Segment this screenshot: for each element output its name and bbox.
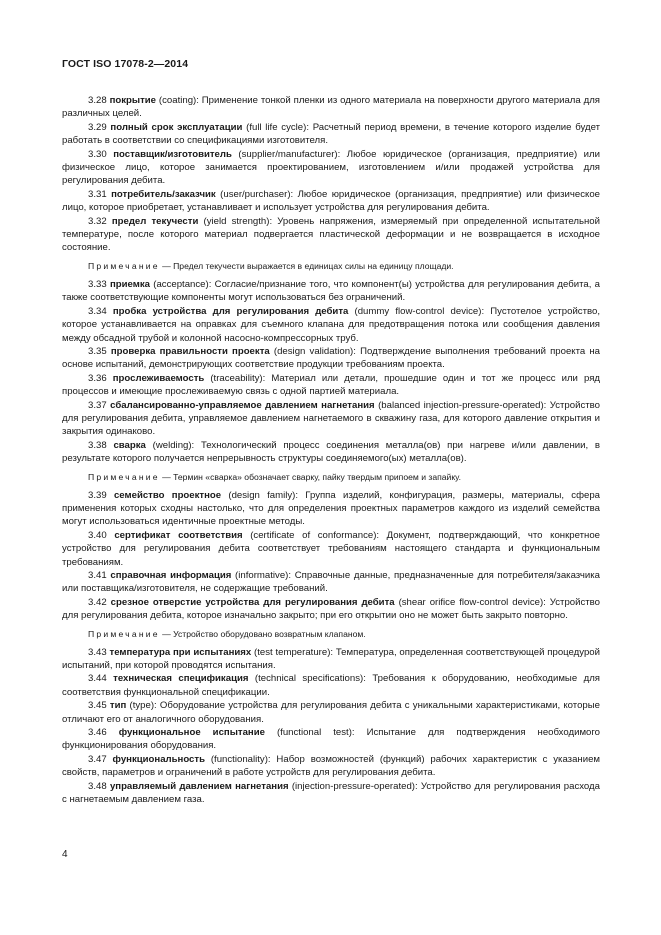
- note-label: Примечание: [88, 260, 160, 271]
- entry-term: техническая спецификация: [113, 673, 249, 685]
- entry-term: сертификат соответствия: [114, 529, 243, 541]
- entry-term: приемка: [109, 278, 150, 290]
- entry-text: (coating): Применение тонкой пленки из одного материала на поверхности другого материала для различных целей.: [62, 95, 600, 120]
- entry-term: прослеживаемость: [112, 372, 205, 384]
- entry-text: (design validation): Подтверждение выполнения требований проекта на основе испытаний, демонстрирующих соответствие продукции требованиям проекта.: [62, 345, 601, 371]
- entry-text: (traceability): Материал или детали, прошедшие один и тот же процесс или ряд процессов и имеющие прослеживаемую связь с одной партией материала.: [62, 372, 600, 398]
- entry-term: справочная информация: [110, 570, 232, 581]
- entry-number: 3.37: [88, 399, 107, 411]
- entry-text: (informative): Справочные данные, предназначенные для потребителя/заказчика или поставщика/изготовителя, не содержащие требований.: [62, 570, 600, 595]
- definition-entry: [62, 726, 600, 753]
- entry-term: покрытие: [109, 95, 157, 106]
- entry-number: 3.46: [88, 727, 107, 739]
- document-body: [62, 94, 600, 807]
- entry-number: 3.29: [88, 121, 107, 133]
- entry-text: (technical specifications): Требования к оборудованию, необходимые для соответствия функциональной спецификации.: [62, 673, 600, 698]
- note-dash: —: [159, 471, 174, 482]
- definition-entry: [62, 780, 600, 807]
- entry-text: (design family): Группа изделий, конфигурация, размеры, материалы, сфера применения которых сходны настолько, что для определения проектных параметров каждого из изделий семейства могут использоваться идентичные проектные методы.: [62, 489, 600, 528]
- entry-term: потребитель/заказчик: [111, 188, 216, 200]
- definition-entry: [62, 569, 600, 596]
- entry-term: предел текучести: [111, 215, 199, 227]
- entry-number: 3.30: [88, 148, 107, 160]
- definition-entry: [62, 372, 600, 399]
- entry-text: (test temperature): Температура, определенная соответствующей процедурой испытаний, при которой проводятся испытания.: [62, 646, 600, 672]
- entry-term: тип: [109, 700, 127, 712]
- definition-entry: [62, 345, 600, 372]
- note: [62, 260, 600, 272]
- note-text: Предел текучести выражается в единицах силы на единицу площади.: [173, 260, 454, 271]
- entry-term: управляемый давлением нагнетания: [109, 780, 289, 792]
- entry-text: (functionality): Набор возможностей (функций) рабочих характеристик с указанием свойств, параметров и ограничений в работе устройств для регулирования дебита.: [62, 753, 600, 779]
- entry-text: (supplier/manufacturer): Любое юридическое (организация, предприятие) или физическое лицо, которое занимается проектированием, изготовлением и/или продажей устройства для регулирования дебита.: [62, 148, 600, 187]
- definition-entry: [62, 646, 600, 673]
- definition-entry: [62, 305, 600, 345]
- note: [62, 628, 600, 640]
- document-header: ГОСТ ISO 17078-2—2014: [62, 58, 189, 70]
- entry-number: 3.32: [88, 215, 107, 227]
- entry-term: семейство проектное: [113, 489, 222, 501]
- entry-number: 3.42: [88, 596, 107, 608]
- entry-number: 3.36: [88, 372, 107, 384]
- entry-number: 3.39: [88, 489, 107, 501]
- entry-number: 3.41: [88, 570, 107, 581]
- entry-number: 3.31: [88, 188, 107, 200]
- definition-entry: [62, 596, 600, 623]
- entry-term: сварка: [113, 439, 146, 451]
- entry-number: 3.34: [88, 305, 107, 317]
- entry-text: (full life cycle): Расчетный период времени, в течение которого изделие будет работать в соответствии со спецификациями изготовителя.: [62, 121, 600, 147]
- entry-text: (certificate of conformance): Документ, подтверждающий, что конкретное устройство для регулирования дебита соответствует требованиям настоящего стандарта и функциональным требованиям.: [62, 529, 601, 568]
- note-text: Термин «сварка» обозначает сварку, пайку твердым припоем и запайку.: [173, 471, 462, 482]
- definition-entry: [62, 489, 600, 529]
- entry-text: (functional test): Испытание для подтверждения необходимого функционирования оборудования.: [62, 727, 601, 752]
- definition-entry: [62, 188, 600, 215]
- note-text: Устройство оборудовано возвратным клапаном.: [173, 628, 366, 639]
- entry-term: пробка устройства для регулирования дебита: [112, 305, 349, 317]
- definition-entry: [62, 439, 600, 466]
- entry-text: (welding): Технологический процесс соединения металла(ов) при нагреве и/или давлении, в результате которого получается непрерывность структуры соединяемого(ых) металла(ов).: [62, 439, 600, 465]
- entry-text: (yield strength): Уровень напряжения, измеряемый при определенной испытательной температуре, после которого материал подвергается пластической деформации и не возвращается в исходное состояние.: [62, 215, 600, 254]
- entry-number: 3.40: [88, 529, 107, 541]
- note-label: Примечание: [88, 471, 160, 482]
- definition-entry: [62, 215, 600, 255]
- note: [62, 471, 600, 483]
- entry-text: (dummy flow-control device): Пустотелое устройство, которое устанавливается на оправках для съемного клапана для предотвращения потока или сообщения давления между обсадной трубой и колонной насосно-компрессорных труб.: [62, 305, 600, 344]
- entry-number: 3.38: [88, 439, 107, 451]
- entry-number: 3.48: [88, 780, 107, 792]
- note-label: Примечание: [88, 628, 160, 639]
- definition-entry: [62, 278, 600, 305]
- entry-number: 3.35: [88, 345, 107, 357]
- entry-text: (balanced injection-pressure-operated): Устройство для регулирования дебита, управляемое давлением нагнетаемого в скважину газа, для которого давление открытия и закрытия одинаково.: [62, 399, 600, 438]
- entry-number: 3.47: [88, 753, 107, 765]
- note-dash: —: [159, 628, 174, 639]
- entry-number: 3.28: [88, 95, 107, 106]
- entry-term: полный срок эксплуатации: [110, 121, 243, 133]
- entry-term: функциональность: [112, 753, 205, 765]
- entry-number: 3.45: [88, 700, 107, 712]
- entry-text: (injection-pressure-operated): Устройство для регулирования расхода с нагнетаемым давлением газа.: [62, 780, 600, 806]
- entry-term: функциональное испытание: [118, 727, 265, 739]
- definition-entry: [62, 94, 600, 121]
- definition-entry: [62, 699, 600, 726]
- entry-term: проверка правильности проекта: [110, 345, 270, 357]
- definition-entry: [62, 753, 600, 780]
- definition-entry: [62, 399, 600, 439]
- entry-term: поставщик/изготовитель: [113, 148, 232, 160]
- entry-text: (acceptance): Согласие/признание того, что компонент(ы) устройства для регулирования дебита, а также соответствующие компоненты могут использоваться без ограничений.: [62, 278, 600, 304]
- note-dash: —: [159, 260, 174, 271]
- entry-number: 3.33: [88, 278, 107, 290]
- definition-entry: [62, 121, 600, 148]
- entry-term: сбалансированно-управляемое давлением нагнетания: [110, 399, 375, 411]
- definition-entry: [62, 529, 600, 569]
- definition-entry: [62, 148, 600, 188]
- page-number: 4: [62, 849, 68, 860]
- entry-text: (user/purchaser): Любое юридическое (организация, предприятие) или физическое лицо, которое приобретает, устанавливает и использует устройства для регулирования дебита.: [62, 188, 601, 214]
- entry-number: 3.44: [88, 673, 107, 685]
- entry-term: срезное отверстие устройства для регулирования дебита: [110, 596, 395, 608]
- entry-number: 3.43: [88, 646, 107, 658]
- entry-text: (type): Оборудование устройства для регулирования дебита с уникальными характеристиками, которые отличают его от аналогичного оборудования.: [62, 700, 600, 725]
- definition-entry: [62, 672, 600, 699]
- entry-text: (shear orifice flow-control device): Устройство для регулирования дебита, которое изначально закрыто; при его открытии оно не может быть закрыто повторно.: [62, 596, 600, 622]
- entry-term: температура при испытаниях: [109, 646, 252, 658]
